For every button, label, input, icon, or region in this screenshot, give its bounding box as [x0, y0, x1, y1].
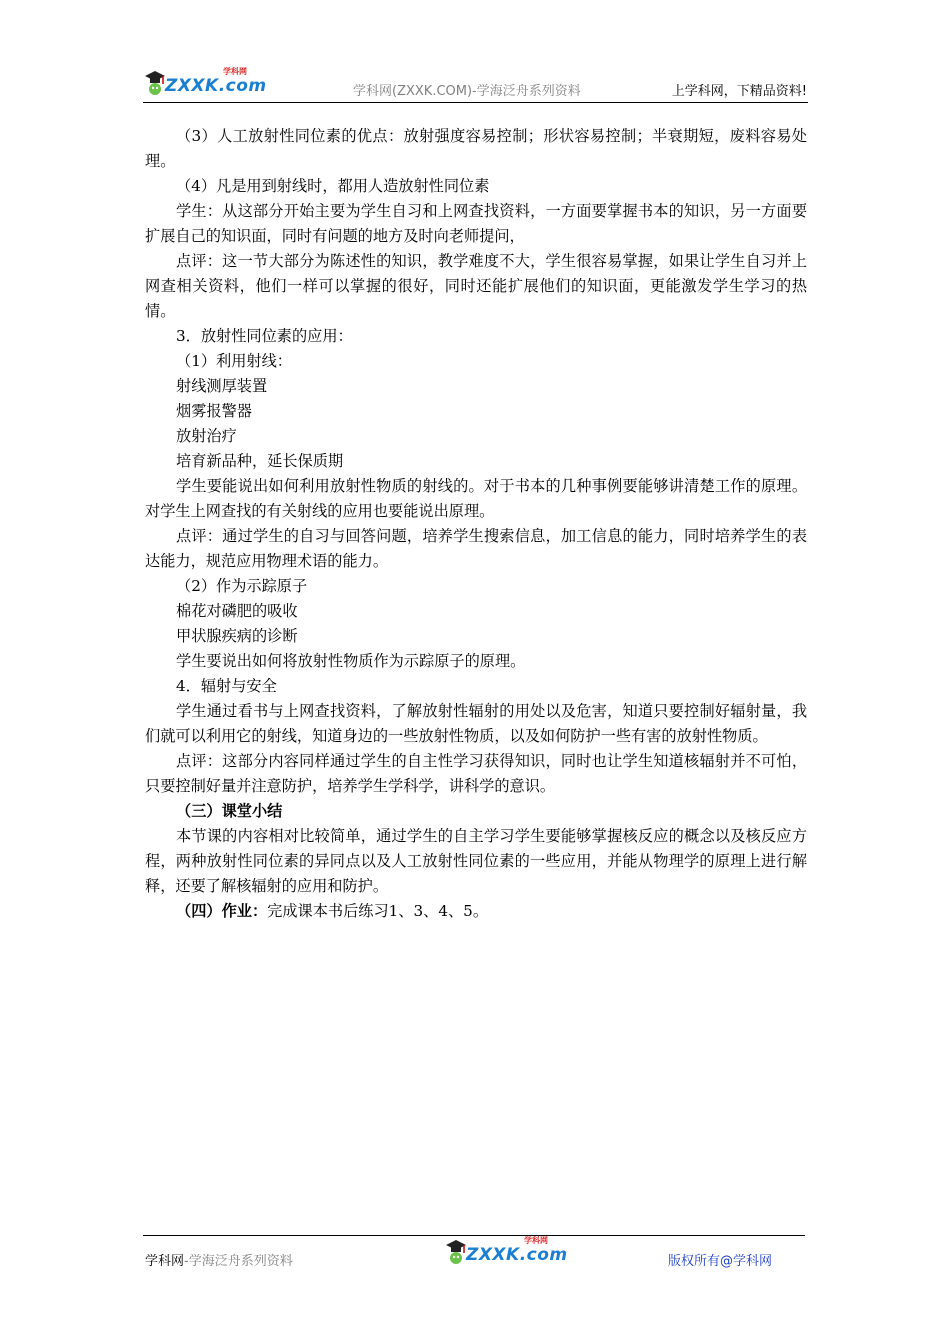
paragraph: 棉花对磷肥的吸收 [176, 602, 298, 620]
footer-site-series: -学海泛舟系列资料 [184, 1254, 293, 1269]
logo-wordmark: ZXXK.com [165, 76, 267, 96]
paragraph: 点评：通过学生的自习与回答问题，培养学生搜索信息，加工信息的能力，同时培养学生的表达能力，规范应用物理术语的能力。 [145, 527, 807, 570]
paragraph: 学生通过看书与上网查找资料，了解放射性辐射的用处以及危害，知道只要控制好辐射量，我们就可以利用它的射线，知道身边的一些放射性物质，以及如何防护一些有害的放射性物质。 [145, 702, 807, 745]
homework-paragraph [145, 899, 807, 924]
paragraph: 烟雾报警器 [176, 402, 252, 420]
footer-site-brand: 学科网 [145, 1254, 185, 1269]
paragraph: （3）人工放射性同位素的优点：放射强度容易控制；形状容易控制；半衰期短，废料容易处理。 [145, 127, 807, 170]
homework-label: （四）作业： [176, 902, 268, 920]
paragraph: 3．放射性同位素的应用： [176, 327, 353, 345]
paragraph: 4．辐射与安全 [176, 677, 277, 695]
header-site-title: 学科网(ZXXK.COM)-学海泛舟系列资料 [353, 84, 581, 99]
document-body [145, 124, 807, 924]
summary-paragraph: 本节课的内容相对比较简单，通过学生的自主学习学生要能够掌握核反应的概念以及核反应方程，两种放射性同位素的异同点以及人工放射性同位素的一些应用，并能从物理学的原理上进行解释，还要了解核辐射的应用和防护。 [145, 827, 807, 895]
paragraph: （1）利用射线： [176, 352, 292, 370]
footer-logo [444, 1233, 568, 1267]
paragraph: 培育新品种，延长保质期 [176, 452, 344, 470]
footer-copyright: 版权所有@学科网 [668, 1254, 773, 1269]
paragraph: 放射治疗 [176, 427, 237, 445]
paragraph: 学生：从这部分开始主要为学生自习和上网查找资料，一方面要掌握书本的知识，另一方面要扩展自己的知识面，同时有问题的地方及时向老师提问， [145, 202, 807, 245]
paragraph: 学生要说出如何将放射性物质作为示踪原子的原理。 [176, 652, 526, 670]
logo-cn-badge: 学科网 [524, 1236, 548, 1245]
paragraph: 点评：这部分内容同样通过学生的自主性学习获得知识，同时也让学生知道核辐射并不可怕，只要控制好量并注意防护，培养学生学科学，讲科学的意识。 [145, 752, 807, 795]
header-slogan: 上学科网，下精品资料! [671, 84, 807, 99]
paragraph: 点评：这一节大部分为陈述性的知识，教学难度不大，学生很容易掌握，如果让学生自习并上网查相关资料，他们一样可以掌握的很好，同时还能扩展他们的知识面，更能激发学生学习的热情。 [145, 252, 807, 320]
paragraph: 甲状腺疾病的诊断 [176, 627, 298, 645]
paragraph: （4）凡是用到射线时，都用人造放射性同位素 [176, 177, 490, 195]
summary-heading: （三）课堂小结 [176, 802, 283, 820]
logo-wordmark: ZXXK.com [466, 1245, 568, 1265]
header-rule [143, 70, 808, 103]
logo-cn-badge: 学科网 [223, 67, 247, 76]
paragraph: （2）作为示踪原子 [176, 577, 308, 595]
footer-site-name [145, 1250, 293, 1269]
paragraph: 射线测厚装置 [176, 377, 268, 395]
homework-text: 完成课本书后练习1、3、4、5。 [267, 902, 489, 920]
paragraph: 学生要能说出如何利用放射性物质的射线的。对于书本的几种事例要能够讲清楚工作的原理。对学生上网查找的有关射线的应用也要能说出原理。 [145, 477, 807, 520]
graduation-cap-icon [444, 1237, 468, 1265]
